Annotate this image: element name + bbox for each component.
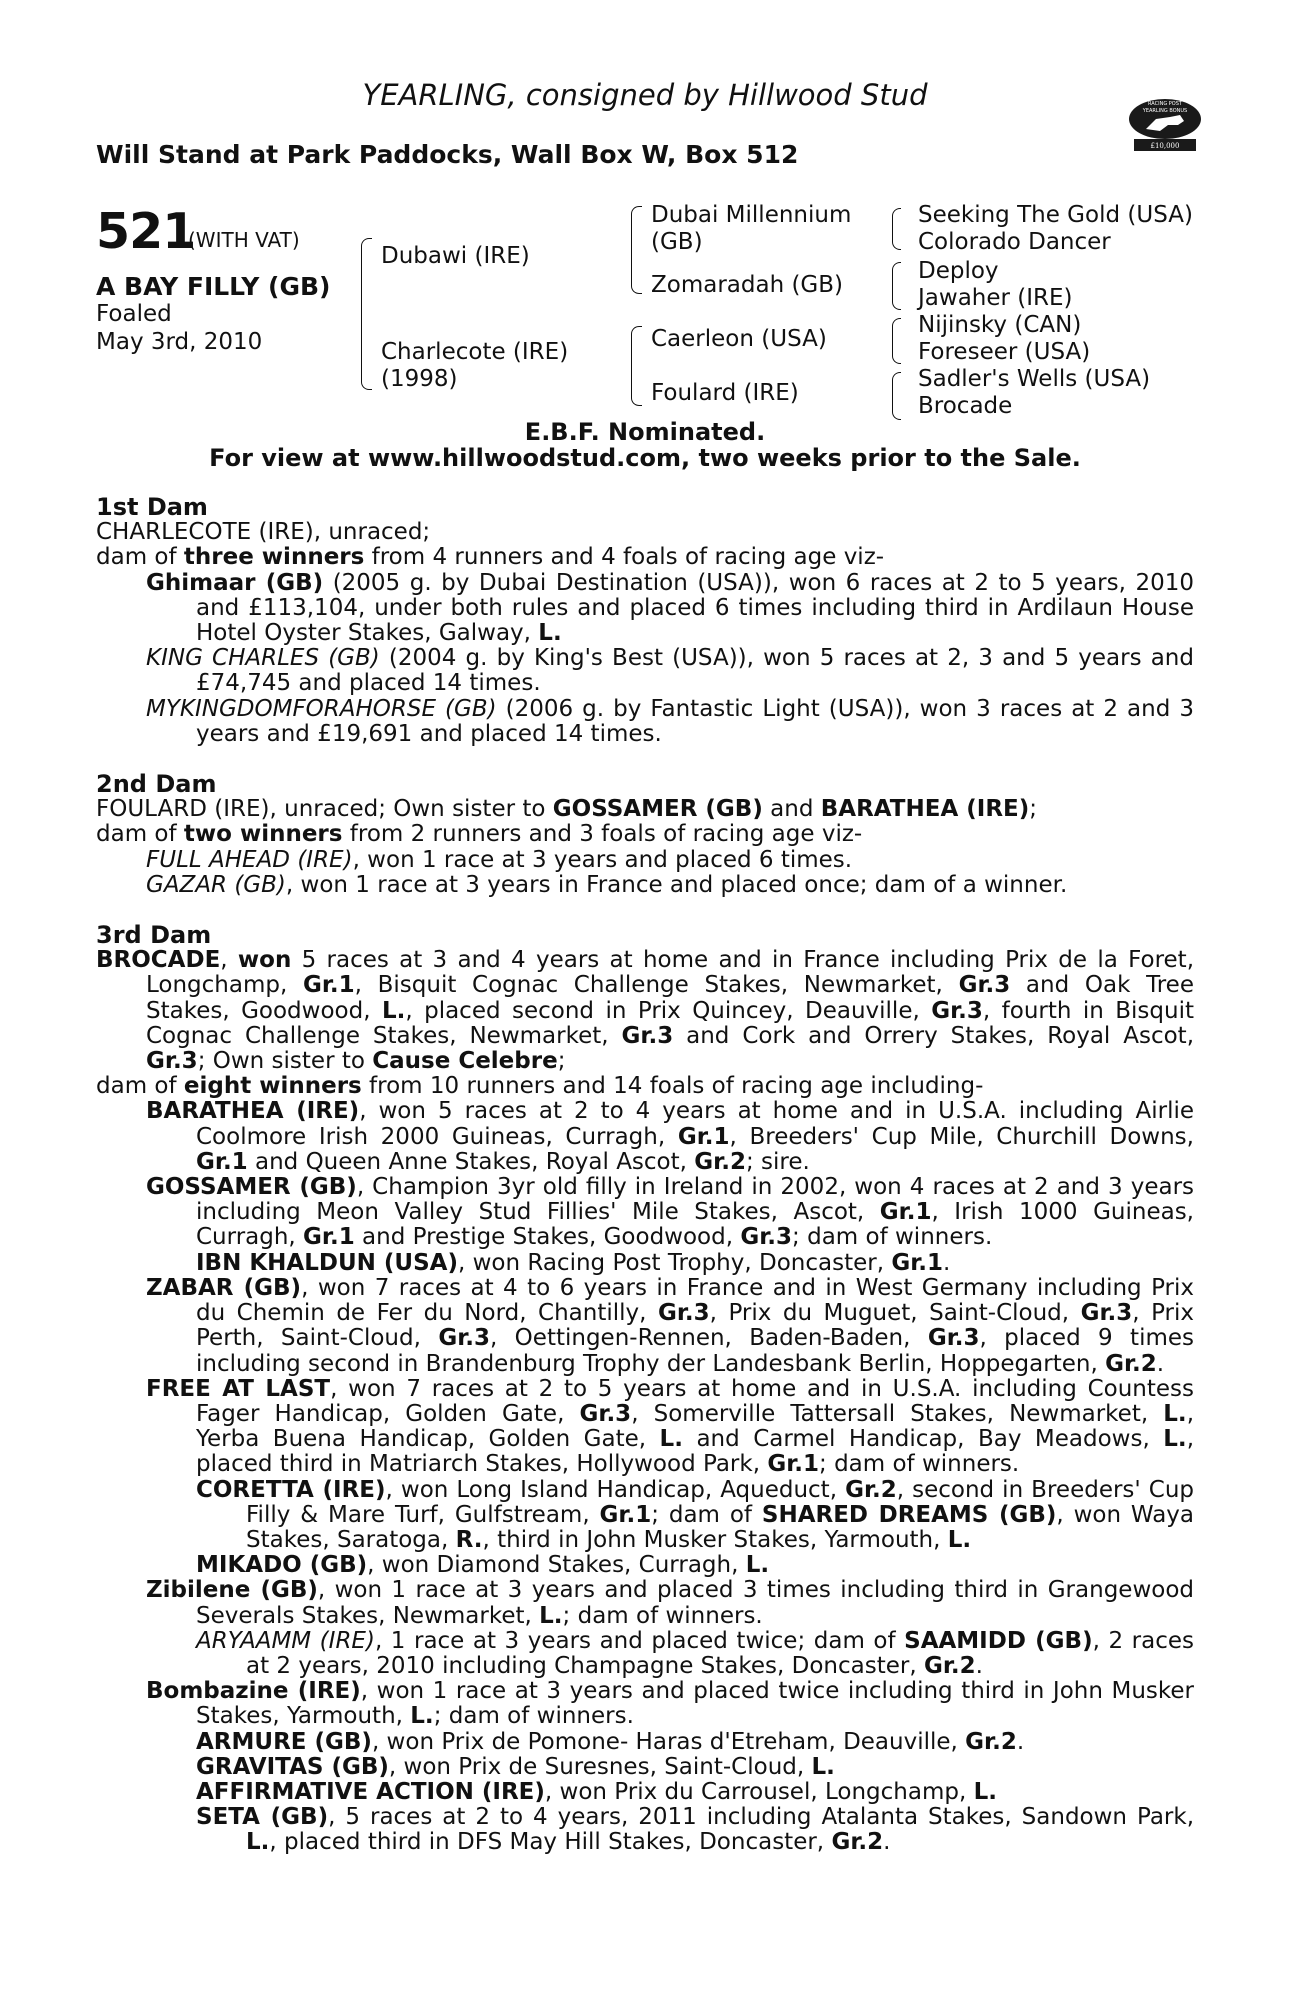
pedigree-brace-sire bbox=[631, 206, 642, 294]
ebf-note: E.B.F. Nominated. bbox=[524, 418, 766, 446]
produce-entry-zabar: ZABAR (GB), won 7 races at 4 to 6 years in France and in West Germany including Prix du Chemin de Fer du Nord, Chantilly, Gr.3, Prix du Muguet, Saint-Cloud, Gr.3, Prix Perth, Saint-Cloud, Gr.3, Oettingen-Rennen, Baden-Baden, Gr.3, placed 9 times including second in Brandenburg Trophy der Landesbank Berlin, Hoppegarten, Gr.2. bbox=[146, 1274, 1195, 1377]
badge-mid-text: YEARLING BONUS bbox=[1142, 108, 1188, 114]
pedigree-sire: Dubawi (IRE) bbox=[381, 243, 530, 269]
pedigree-g3-pair-3: Nijinsky (CAN) Foreseer (USA) bbox=[918, 312, 1091, 365]
sale-header: YEARLING, consigned by Hillwood Stud bbox=[362, 78, 928, 112]
produce-entry-gossamer: GOSSAMER (GB), Champion 3yr old filly in Ireland in 2002, won 4 races at 2 and 3 years including Meon Valley Stud Fillies' Mile Stakes, Ascot, Gr.1, Irish 1000 Guineas, Curragh, Gr.1 and Prestige Stakes, Goodwood, Gr.3; dam of winners. bbox=[146, 1174, 1195, 1251]
third-dam-heading: 3rd Dam bbox=[96, 921, 212, 950]
produce-entry-aryaamm: ARYAAMM (IRE), 1 race at 3 years and placed twice; dam of SAAMIDD (GB), 2 races at 2 years, 2010 including Champagne Stakes, Doncaster, Gr.2. bbox=[196, 1627, 1194, 1679]
produce-entry-free-at-last: FREE AT LAST, won 7 races at 2 to 5 years at home and in U.S.A. including Countess Fager Handicap, Golden Gate, Gr.3, Somerville Tattersall Stakes, Newmarket, L., Yerba Buena Handicap, Golden Gate, L. and Carmel Handicap, Bay Meadows, L., placed third in Matriarch Stakes, Hollywood Park, Gr.1; dam of winners. bbox=[146, 1375, 1194, 1478]
produce-entry-affirmative-action: AFFIRMATIVE ACTION (IRE), won Prix du Carrousel, Longchamp, L. bbox=[196, 1778, 997, 1805]
pedigree-brace-g4 bbox=[892, 372, 901, 420]
produce-entry-full-ahead: FULL AHEAD (IRE), won 1 race at 3 years and placed 6 times. bbox=[146, 846, 853, 873]
lot-number: 521 bbox=[96, 203, 196, 260]
pedigree-dam: Charlecote (IRE) (1998) bbox=[381, 339, 569, 392]
third-dam-brocade: BROCADE, won 5 races at 3 and 4 years at home and in France including Prix de la Foret, Longchamp, Gr.1, Bisquit Cognac Challenge Stakes, Newmarket, Gr.3 and Oak Tree Stakes, Goodwood, L., placed second in Prix Quincey, Deauville, Gr.3, fourth in Bisquit Cognac Challenge Stakes, Newmarket, Gr.3 and Cork and Orrery Stakes, Royal Ascot, Gr.3; Own sister to Cause Celebre; bbox=[96, 947, 1195, 1075]
pedigree-brace-g1 bbox=[892, 208, 901, 250]
first-dam-produce-summary: dam of three winners from 4 runners and 4 foals of racing age viz- bbox=[96, 544, 885, 571]
yearling-bonus-badge-icon bbox=[1126, 95, 1204, 153]
pedigree-brace-main bbox=[361, 238, 372, 390]
pedigree-brace-g3 bbox=[892, 318, 901, 364]
pedigree-dam-dam: Foulard (IRE) bbox=[651, 380, 799, 406]
badge-top-text: RACING POST bbox=[1148, 101, 1182, 107]
pedigree-brace-g2 bbox=[892, 262, 901, 310]
second-dam-produce-summary: dam of two winners from 2 runners and 3 foals of racing age viz- bbox=[96, 821, 863, 848]
produce-entry-ghimaar: Ghimaar (GB) (2005 g. by Dubai Destination (USA)), won 6 races at 2 to 5 years, 2010 and £113,104, under both rules and placed 6 times including third in Ardilaun House Hotel Oyster Stakes, Galway, L. bbox=[146, 569, 1194, 647]
second-dam-line: FOULARD (IRE), unraced; Own sister to GOSSAMER (GB) and BARATHEA (IRE); bbox=[96, 796, 1038, 823]
produce-entry-zibilene: Zibilene (GB), won 1 race at 3 years and placed 3 times including third in Grangewood Severals Stakes, Newmarket, L.; dam of winners. bbox=[146, 1577, 1194, 1629]
third-dam-produce-summary: dam of eight winners from 10 runners and 14 foals of racing age including- bbox=[96, 1073, 984, 1100]
produce-entry-mykingdom: MYKINGDOMFORAHORSE (GB) (2006 g. by Fantastic Light (USA)), won 3 races at 2 and 3 years and £19,691 and placed 14 times. bbox=[146, 695, 1194, 747]
pedigree-g3-pair-2: Deploy Jawaher (IRE) bbox=[918, 258, 1073, 311]
first-dam-heading: 1st Dam bbox=[96, 493, 208, 521]
pedigree-dam-sire: Caerleon (USA) bbox=[651, 326, 827, 352]
vat-note: (WITH VAT) bbox=[188, 228, 300, 252]
pedigree-g3-pair-1: Seeking The Gold (USA) Colorado Dancer bbox=[918, 202, 1193, 255]
first-dam-line: CHARLECOTE (IRE), unraced; bbox=[96, 519, 431, 546]
produce-entry-gravitas: GRAVITAS (GB), won Prix de Suresnes, Saint-Cloud, L. bbox=[196, 1753, 835, 1780]
produce-entry-bombazine: Bombazine (IRE), won 1 race at 3 years and placed twice including third in John Musker Stakes, Yarmouth, L.; dam of winners. bbox=[146, 1678, 1194, 1730]
produce-entry-armure: ARMURE (GB), won Prix de Pomone- Haras d'Etreham, Deauville, Gr.2. bbox=[196, 1728, 1025, 1755]
produce-entry-seta: SETA (GB), 5 races at 2 to 4 years, 2011 including Atalanta Stakes, Sandown Park, L., placed third in DFS May Hill Stakes, Doncaster, Gr.2. bbox=[196, 1804, 1195, 1856]
second-dam-heading: 2nd Dam bbox=[96, 770, 217, 799]
produce-entry-ibn-khaldun: IBN KHALDUN (USA), won Racing Post Trophy, Doncaster, Gr.1. bbox=[196, 1249, 951, 1276]
pedigree-sire-sire: Dubai Millennium (GB) bbox=[651, 202, 852, 255]
viewing-note: For view at www.hillwoodstud.com, two weeks prior to the Sale. bbox=[209, 444, 1081, 472]
stand-location: Will Stand at Park Paddocks, Wall Box W, Box 512 bbox=[96, 140, 799, 169]
catalogue-body bbox=[96, 495, 1194, 1856]
pedigree-brace-dam bbox=[631, 326, 642, 406]
produce-entry-gazar: GAZAR (GB), won 1 race at 3 years in France and placed once; dam of a winner. bbox=[146, 871, 1068, 898]
pedigree-g3-pair-4: Sadler's Wells (USA) Brocade bbox=[918, 366, 1151, 419]
produce-entry-mikado: MIKADO (GB), won Diamond Stakes, Curragh, L. bbox=[196, 1552, 770, 1579]
produce-entry-king-charles: KING CHARLES (GB) (2004 g. by King's Best (USA)), won 5 races at 2, 3 and 5 years and £74,745 and placed 14 times. bbox=[146, 645, 1194, 697]
foaled-date: Foaled May 3rd, 2010 bbox=[96, 301, 263, 355]
badge-value: £10,000 bbox=[1150, 142, 1180, 150]
produce-entry-coretta: CORETTA (IRE), won Long Island Handicap, Aqueduct, Gr.2, second in Breeders' Cup Filly & Mare Turf, Gulfstream, Gr.1; dam of SHARED DREAMS (GB), won Waya Stakes, Saratoga, R., third in John Musker Stakes, Yarmouth, L. bbox=[196, 1476, 1195, 1553]
lot-description: A BAY FILLY (GB) bbox=[96, 272, 331, 301]
pedigree-sire-dam: Zomaradah (GB) bbox=[651, 272, 844, 298]
produce-entry-barathea: BARATHEA (IRE), won 5 races at 2 to 4 years at home and in U.S.A. including Airlie Coolmore Irish 2000 Guineas, Curragh, Gr.1, Breeders' Cup Mile, Churchill Downs, Gr.1 and Queen Anne Stakes, Royal Ascot, Gr.2; sire. bbox=[146, 1098, 1194, 1175]
